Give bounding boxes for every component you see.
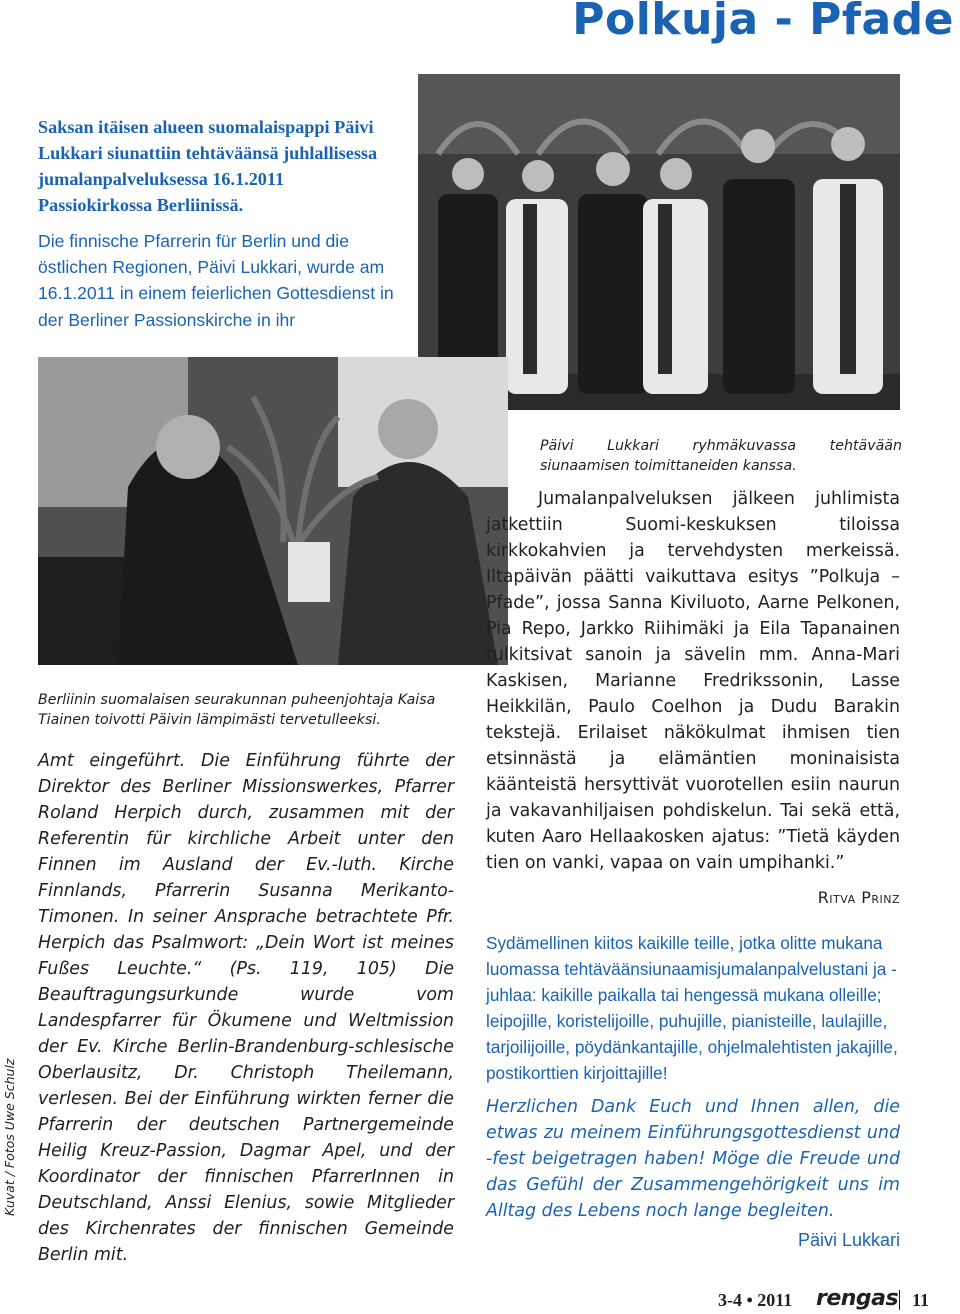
finnish-article: Jumalanpalveluksen jälkeen juhlimista jatkettiin Suomi-keskuksen tiloissa kirkkokahvien ja tervehdysten merkeissä. Iltapäivän päätti vaikuttava esitys ”Polkuja – Pfade”, jossa Sanna Kiviluoto, Aarne Pelkonen, Pia Repo, Jarkko Riihimäki ja Eila Tapanainen tulkitsivat sanoin ja sävelin mm. Anna-Mari Kaskisen, Marianne Fredrikssonin, Lasse Heikkilän, Paulo Coelhon ja Dudu Barakin tekstejä. Erilaiset näkökulmat ihmisen tien etsinnästä ja elämäntien moninaisista käänteistä hersyttivät vuorotellen esiin naurun ja vakavanhiljaisen pohdiskelun. Tai sekä että, kuten Aaro Hellaakosken ajatus: ”Tietä käyden tien on vanki, vapaa on vain umpihanki.” <box>486 489 900 873</box>
german-article <box>38 748 454 1268</box>
magazine-logo: rengas <box>816 1286 899 1311</box>
section-title: Polkuja - Pfade <box>572 0 954 45</box>
thanks-finnish: Sydämellinen kiitos kaikille teille, jotka olitte mukana luomassa tehtäväänsiunaamisjumalanpalvelustani ja -juhlaa: kaikille paikalla tai hengessä mukana olleille; leipojille, koristelijoille, puhujille, pianisteille, laulajille, tarjoilijoille, pöydänkantajille, ohjelmalehtisten jakajille, postikorttien kirjoittajille! <box>486 933 898 1083</box>
article-author: Ritva Prinz <box>817 888 900 907</box>
issue-number: 3-4 • 2011 <box>718 1290 793 1310</box>
welcome-photo <box>38 357 508 665</box>
welcome-photo-caption: Berliinin suomalaisen seurakunnan puheenjohtaja Kaisa Tiainen toivotti Päivin lämpimästi tervetulleeksi. <box>38 692 436 728</box>
signature: Päivi Lukkari <box>797 1230 900 1250</box>
intro-finnish: Saksan itäisen alueen suomalaispappi Päivi Lukkari siunattiin tehtäväänsä juhlallisessa jumalanpalveluksessa 16.1.2011 Passiokirkossa Berliinissä. <box>38 117 378 215</box>
article-lead: Amt eingeführt. <box>38 751 186 771</box>
thanks-german: Herzlichen Dank Euch und Ihnen allen, die etwas zu meinem Einführungsgottesdienst und -fest beigetragen haben! Möge die Freude und das Gefühl der Zusammengehörigkeit uns im Alltag des Lebens noch lange begleiten. <box>486 1097 900 1221</box>
footer-divider <box>899 1290 900 1310</box>
group-photo-caption: Päivi Lukkari ryhmäkuvassa tehtävään siunaamisen toimittaneiden kanssa. <box>540 438 902 474</box>
photo-credit: Kuvat / Fotos Uwe Schulz <box>2 1058 17 1216</box>
page-number: 11 <box>912 1290 930 1310</box>
article-body: Die Einführung führte der Direktor des Berliner Missionswerkes, Pfarrer Roland Herpich durch, zusammen mit der Referentin für kirchliche Arbeit unter den Finnen im Ausland der Ev.-luth. Kirche Finnlands, Pfarrerin Susanna Merikanto-Timonen. In seiner Ansprache betrachtete Pfr. Herpich das Psalmwort: „Dein Wort ist meines Fußes Leuchte.“ (Ps. 119, 105) Die Beauftragungsurkunde wurde vom Landespfarrer für Ökumene und Weltmission der Ev. Kirche Berlin-Brandenburg-schlesische Oberlausitz, Dr. Christoph Theilemann, verlesen. Bei der Einführung wirkten ferner die Pfarrerin der deutschen Partnergemeinde Heilig Kreuz-Passion, Dagmar Apel, und der Koordinator der finnischen PfarrerInnen in Deutschland, Anssi Elenius, sowie Mitglieder des Kirchenrates der finnischen Gemeinde Berlin mit. <box>38 751 454 1265</box>
intro-german: Die finnische Pfarrerin für Berlin und die östlichen Regionen, Päivi Lukkari, wurde am 16.1.2011 in einem feierlichen Gottesdienst in der Berliner Passionskirche in ihr <box>38 231 394 330</box>
